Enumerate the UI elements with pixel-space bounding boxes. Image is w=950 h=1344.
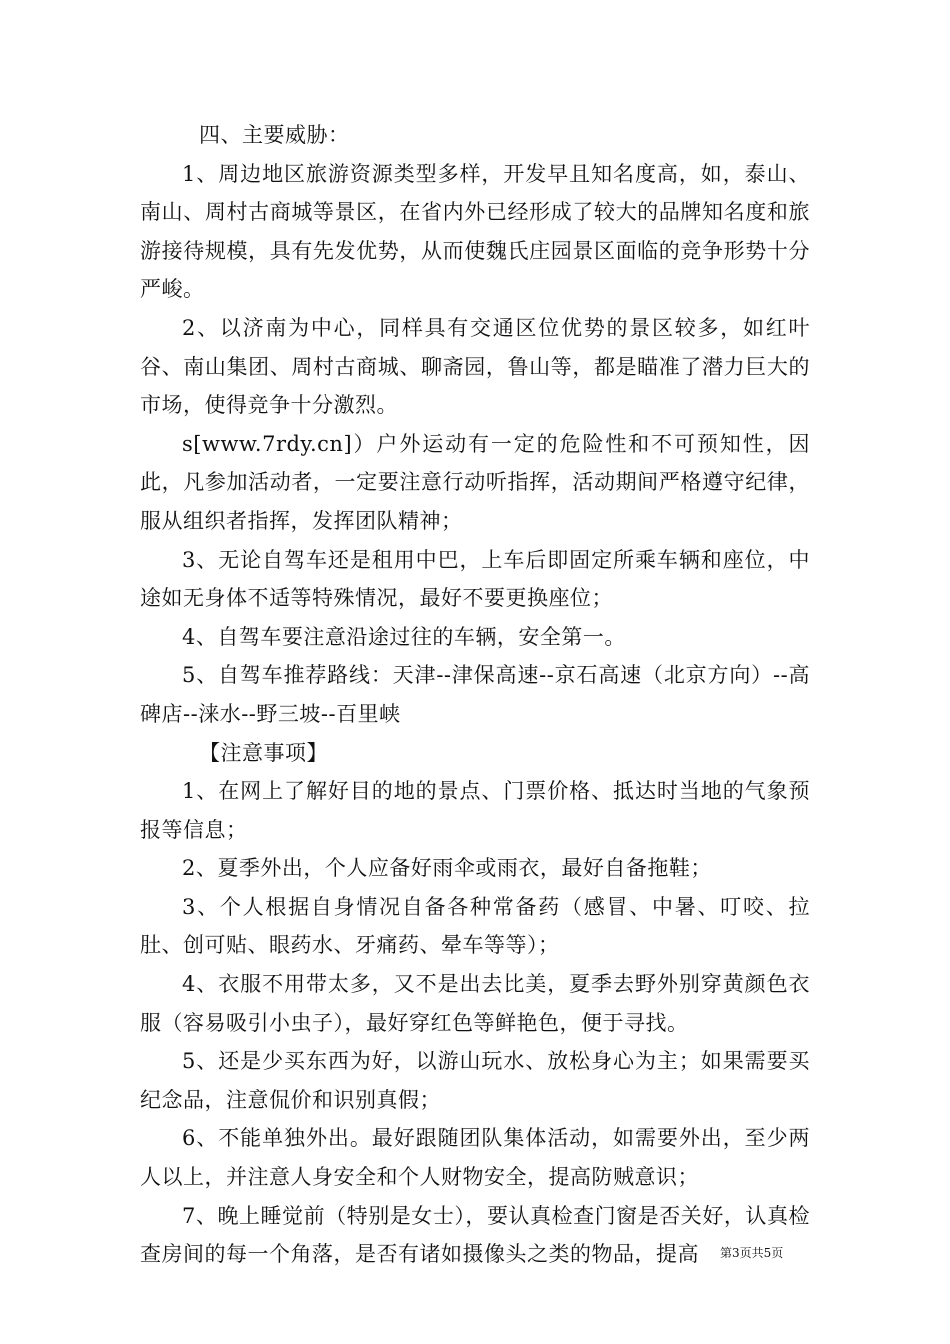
note-item-6: 6、不能单独外出。最好跟随团队集体活动，如需要外出，至少两人以上，并注意人身安全和个人财物安全，提高防贼意识； (140, 1126, 810, 1190)
note-item-7: 7、晚上睡觉前（特别是女士），要认真检查门窗是否关好，认真检查房间的每一个角落，是否有诸如摄像头之类的物品，提高 (140, 1203, 810, 1267)
paragraph-threat-1: 1、周边地区旅游资源类型多样，开发早且知名度高，如，泰山、南山、周村古商城等景区，在省内外已经形成了较大的品牌知名度和旅游接待规模，具有先发优势，从而使魏氏庄园景区面临的竞争形势十分严峻。 (140, 161, 810, 302)
document-body (140, 116, 810, 1274)
paragraph-threat-2: 2、以济南为中心，同样具有交通区位优势的景区较多，如红叶谷、南山集团、周村古商城、聊斋园，鲁山等，都是瞄准了潜力巨大的市场，使得竞争十分激烈。 (140, 315, 810, 418)
note-item-5: 5、还是少买东西为好，以游山玩水、放松身心为主；如果需要买纪念品，注意侃价和识别真假； (140, 1049, 810, 1112)
note-item-1: 1、在网上了解好目的地的景点、门票价格、抵达时当地的气象预报等信息； (140, 779, 810, 842)
note-item-4: 4、衣服不用带太多，又不是出去比美，夏季去野外别穿黄颜色衣服（容易吸引小虫子），最好穿红色等鲜艳色，便于寻找。 (140, 972, 810, 1035)
note-item-3: 3、个人根据自身情况自备各种常备药（感冒、中暑、叮咬、拉肚、创可贴、眼药水、牙痛药、晕车等等）； (140, 894, 810, 958)
paragraph-driving-safety: 4、自驾车要注意沿途过往的车辆，安全第一。 (182, 624, 626, 649)
note-item-2: 2、夏季外出，个人应备好雨伞或雨衣，最好自备拖鞋； (182, 856, 712, 881)
section-title: 四、主要威胁： (199, 123, 350, 147)
paragraph-seating: 3、无论自驾车还是租用中巴，上车后即固定所乘车辆和座位，中途如无身体不适等特殊情况，最好不要更换座位； (140, 547, 810, 611)
paragraph-outdoor-warning: s[www.7rdy.cn]）户外运动有一定的危险性和不可预知性，因此，凡参加活动者，一定要注意行动听指挥，活动期间严格遵守纪律，服从组织者指挥，发挥团队精神； (140, 431, 810, 533)
page-footer: 第3页共5页 (720, 1246, 784, 1260)
notes-title: 【注意事项】 (199, 740, 328, 765)
paragraph-route: 5、自驾车推荐路线：天津--津保高速--京石高速（北京方向）--高碑店--涞水--野三坡--百里峡 (140, 663, 810, 726)
